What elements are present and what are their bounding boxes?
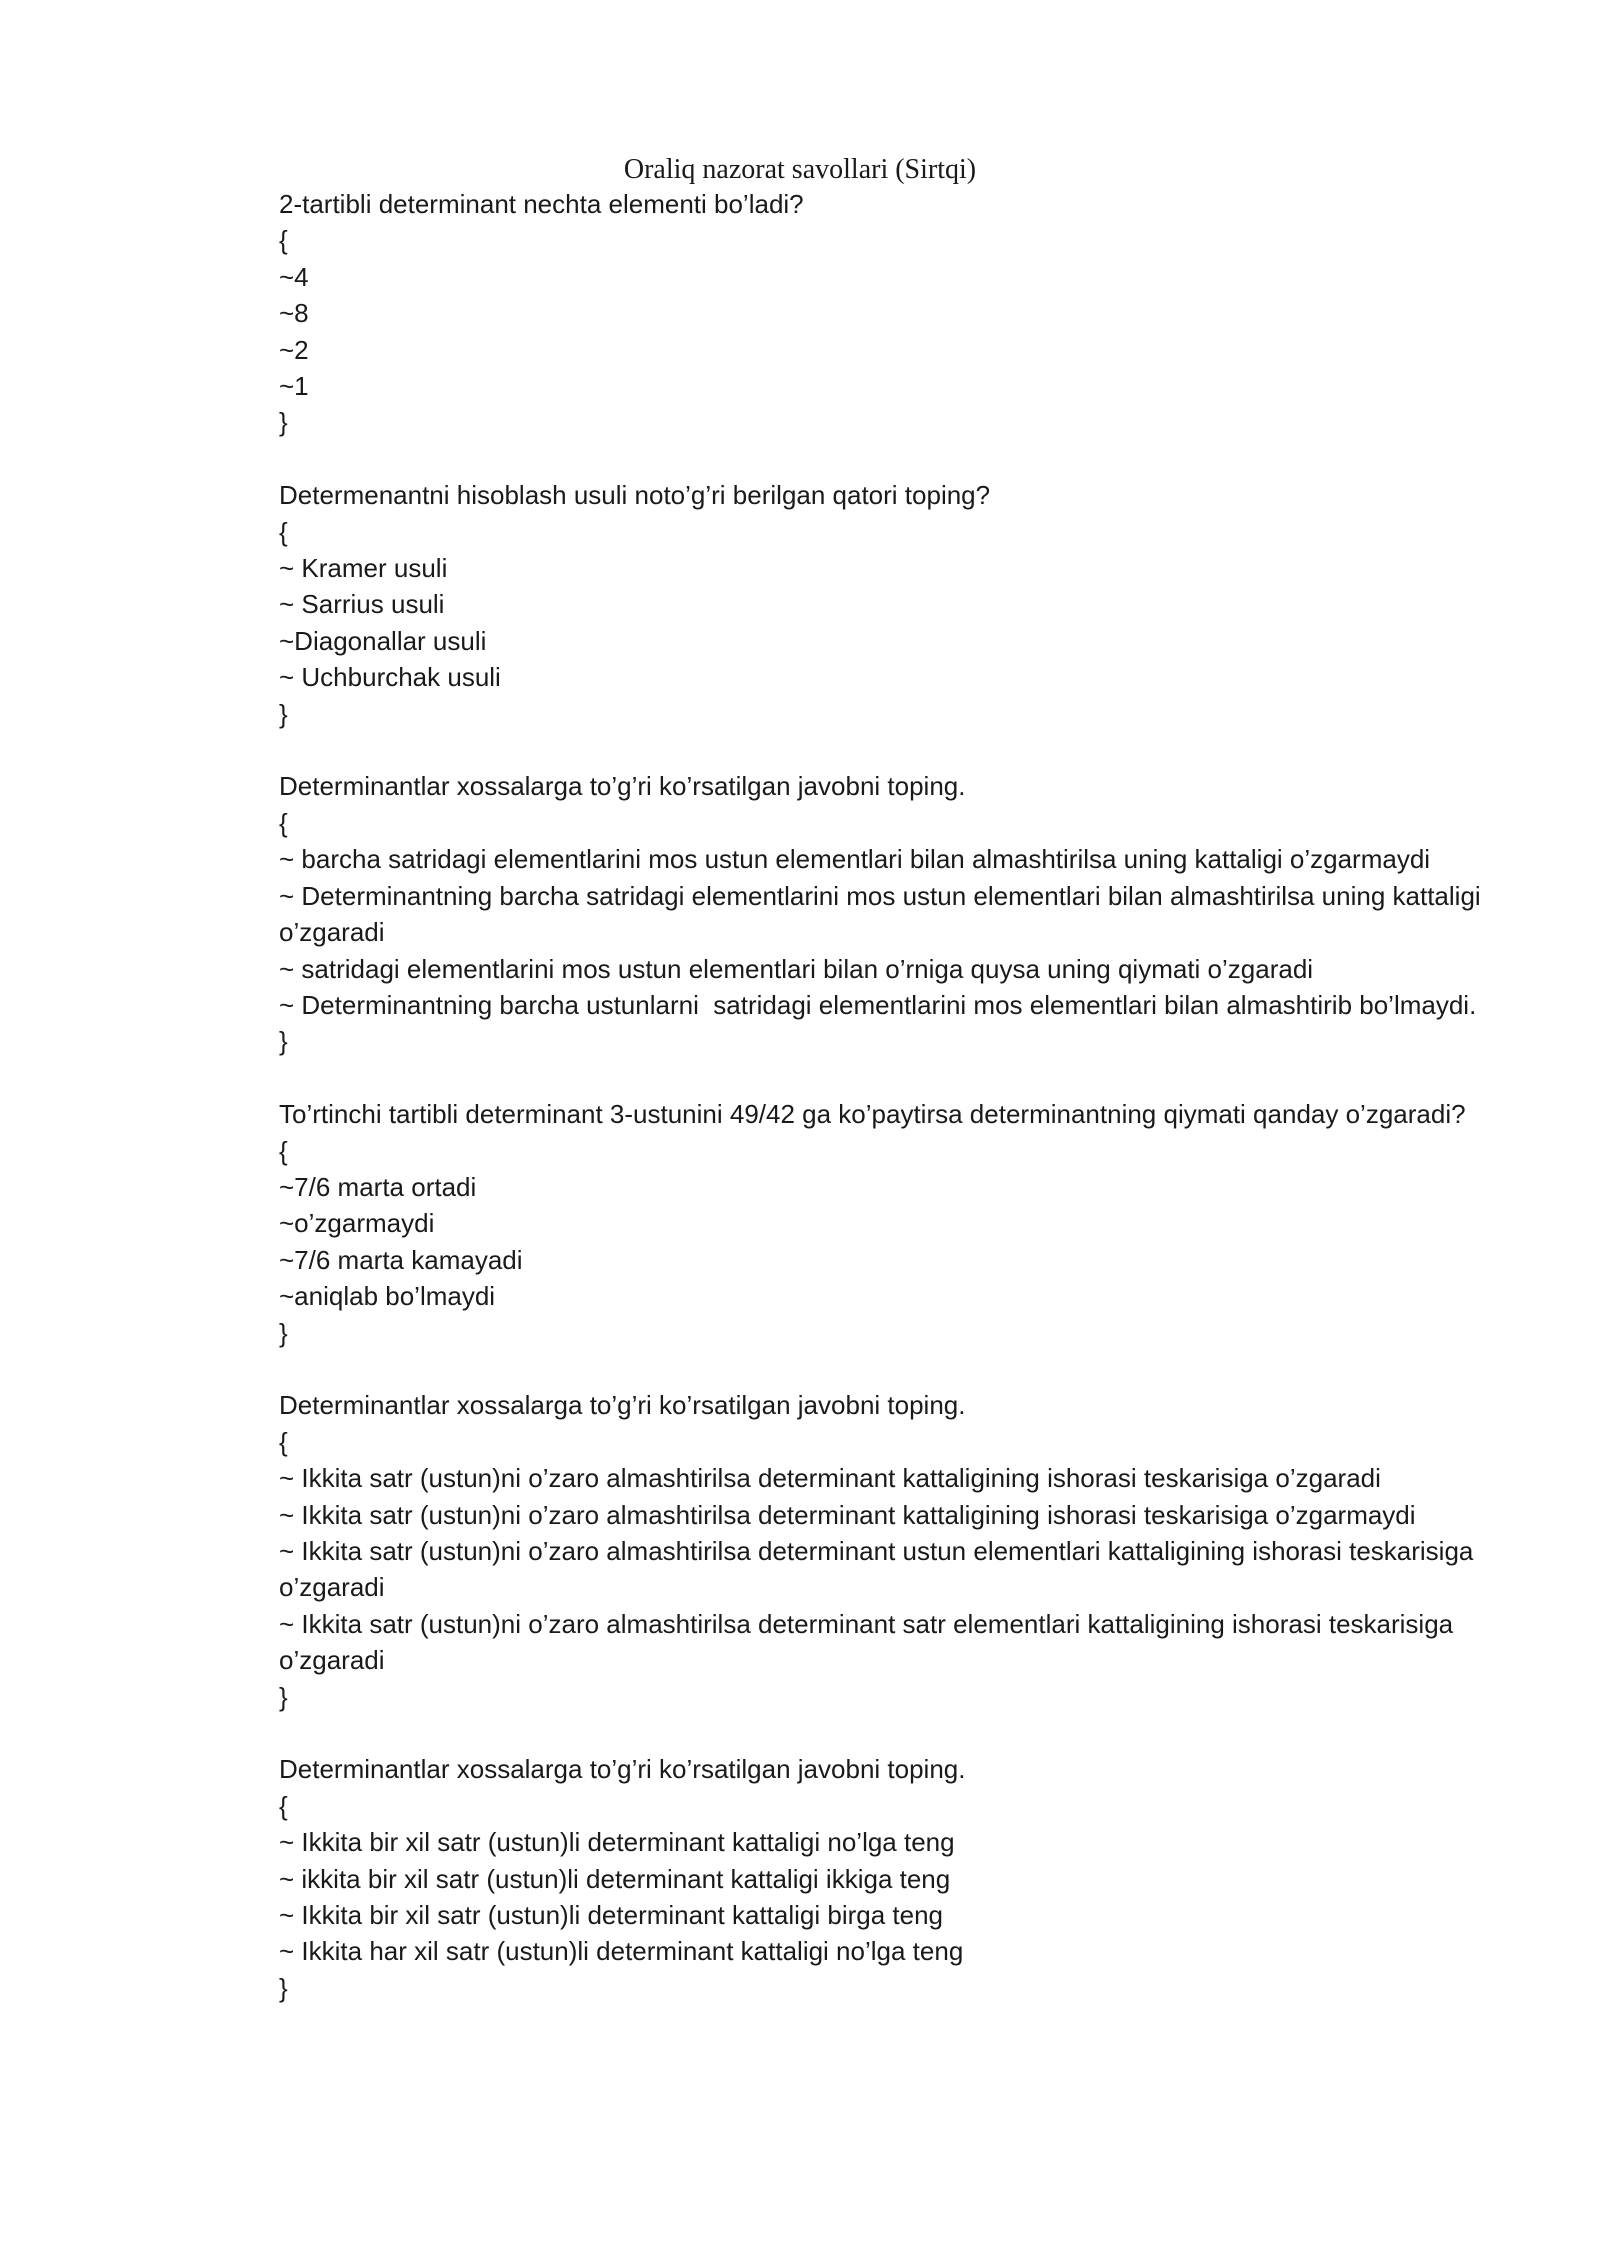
answer-option: ~ Determinantning barcha ustunlarni satridagi elementlarini mos elementlari bilan almashtirib bo’lmaydi.: [279, 989, 1477, 1020]
answer-option: ~8: [279, 298, 309, 329]
answer-option: ~ Ikkita satr (ustun)ni o’zaro almashtirilsa determinant kattaligining ishorasi teskarisiga o’zgarmaydi: [279, 1499, 1416, 1530]
close-brace: }: [279, 1972, 288, 2003]
open-brace: {: [279, 1135, 288, 1166]
question-block: [279, 477, 1499, 732]
question-block: [279, 1096, 1499, 1351]
answer-option: ~ Determinantning barcha satridagi elementlarini mos ustun elementlari bilan almashtirilsa uning kattaligi o’zgaradi: [279, 880, 1488, 948]
answer-option: ~aniqlab bo’lmaydi: [279, 1281, 496, 1312]
answer-option: ~ Sarrius usuli: [279, 589, 445, 620]
answer-option: ~2: [279, 334, 309, 365]
question-block: [279, 1751, 1499, 2006]
answer-option: ~ Ikkita bir xil satr (ustun)li determinant kattaligi birga teng: [279, 1900, 944, 1931]
open-brace: {: [279, 807, 288, 838]
answer-option: ~ satridagi elementlarini mos ustun elementlari bilan o’rniga quysa uning qiymati o’zgaradi: [279, 953, 1314, 984]
close-brace: }: [279, 698, 288, 729]
answer-option: ~4: [279, 261, 309, 292]
close-brace: }: [279, 1026, 288, 1057]
question-block: [279, 1387, 1499, 1715]
answer-option: ~ Ikkita satr (ustun)ni o’zaro almashtirilsa determinant satr elementlari kattaligining ishorasi teskarisiga o’zgaradi: [279, 1608, 1461, 1676]
answer-option: ~o’zgarmaydi: [279, 1208, 435, 1239]
answer-option: ~ Kramer usuli: [279, 553, 448, 584]
page-title: Oraliq nazorat savollari (Sirtqi): [623, 154, 977, 185]
question-block: [279, 768, 1499, 1059]
question-text: To’rtinchi tartibli determinant 3-ustunini 49/42 ga ko’paytirsa determinantning qiymati qanday o’zgaradi?: [279, 1099, 1466, 1130]
answer-option: ~ Ikkita bir xil satr (ustun)li determinant kattaligi no’lga teng: [279, 1827, 955, 1858]
answer-option: ~7/6 marta ortadi: [279, 1171, 477, 1202]
question-text: Determinantlar xossalarga to’g’ri ko’rsatilgan javobni toping.: [279, 771, 966, 802]
close-brace: }: [279, 407, 288, 438]
question-text: Determinantlar xossalarga to’g’ri ko’rsatilgan javobni toping.: [279, 1754, 966, 1785]
answer-option: ~ Ikkita satr (ustun)ni o’zaro almashtirilsa determinant ustun elementlari kattaligining ishorasi teskarisiga o’zgaradi: [279, 1535, 1481, 1603]
question-text: 2-tartibli determinant nechta elementi bo’ladi?: [279, 189, 804, 219]
answer-option: ~ Ikkita satr (ustun)ni o’zaro almashtirilsa determinant kattaligining ishorasi teskarisiga o’zgaradi: [279, 1463, 1381, 1494]
answer-option: ~ barcha satridagi elementlarini mos ustun elementlari bilan almashtirilsa uning kattaligi o’zgarmaydi: [279, 844, 1431, 875]
open-brace: {: [279, 225, 288, 256]
answer-option: ~ Ikkita har xil satr (ustun)li determinant kattaligi no’lga teng: [279, 1936, 964, 1967]
close-brace: }: [279, 1317, 288, 1348]
question-text: Determenantni hisoblash usuli noto’g’ri berilgan qatori toping?: [279, 480, 991, 511]
question-text: Determinantlar xossalarga to’g’ri ko’rsatilgan javobni toping.: [279, 1390, 966, 1421]
open-brace: {: [279, 1426, 288, 1457]
answer-option: ~1: [279, 371, 309, 402]
close-brace: }: [279, 1681, 288, 1712]
open-brace: {: [279, 516, 288, 547]
answer-option: ~ Uchburchak usuli: [279, 662, 501, 693]
answer-option: ~Diagonallar usuli: [279, 625, 487, 656]
answer-option: ~7/6 marta kamayadi: [279, 1244, 523, 1275]
open-brace: {: [279, 1790, 288, 1821]
question-block: [279, 186, 1499, 441]
answer-option: ~ ikkita bir xil satr (ustun)li determinant kattaligi ikkiga teng: [279, 1863, 951, 1894]
question-list: [279, 186, 1499, 2043]
